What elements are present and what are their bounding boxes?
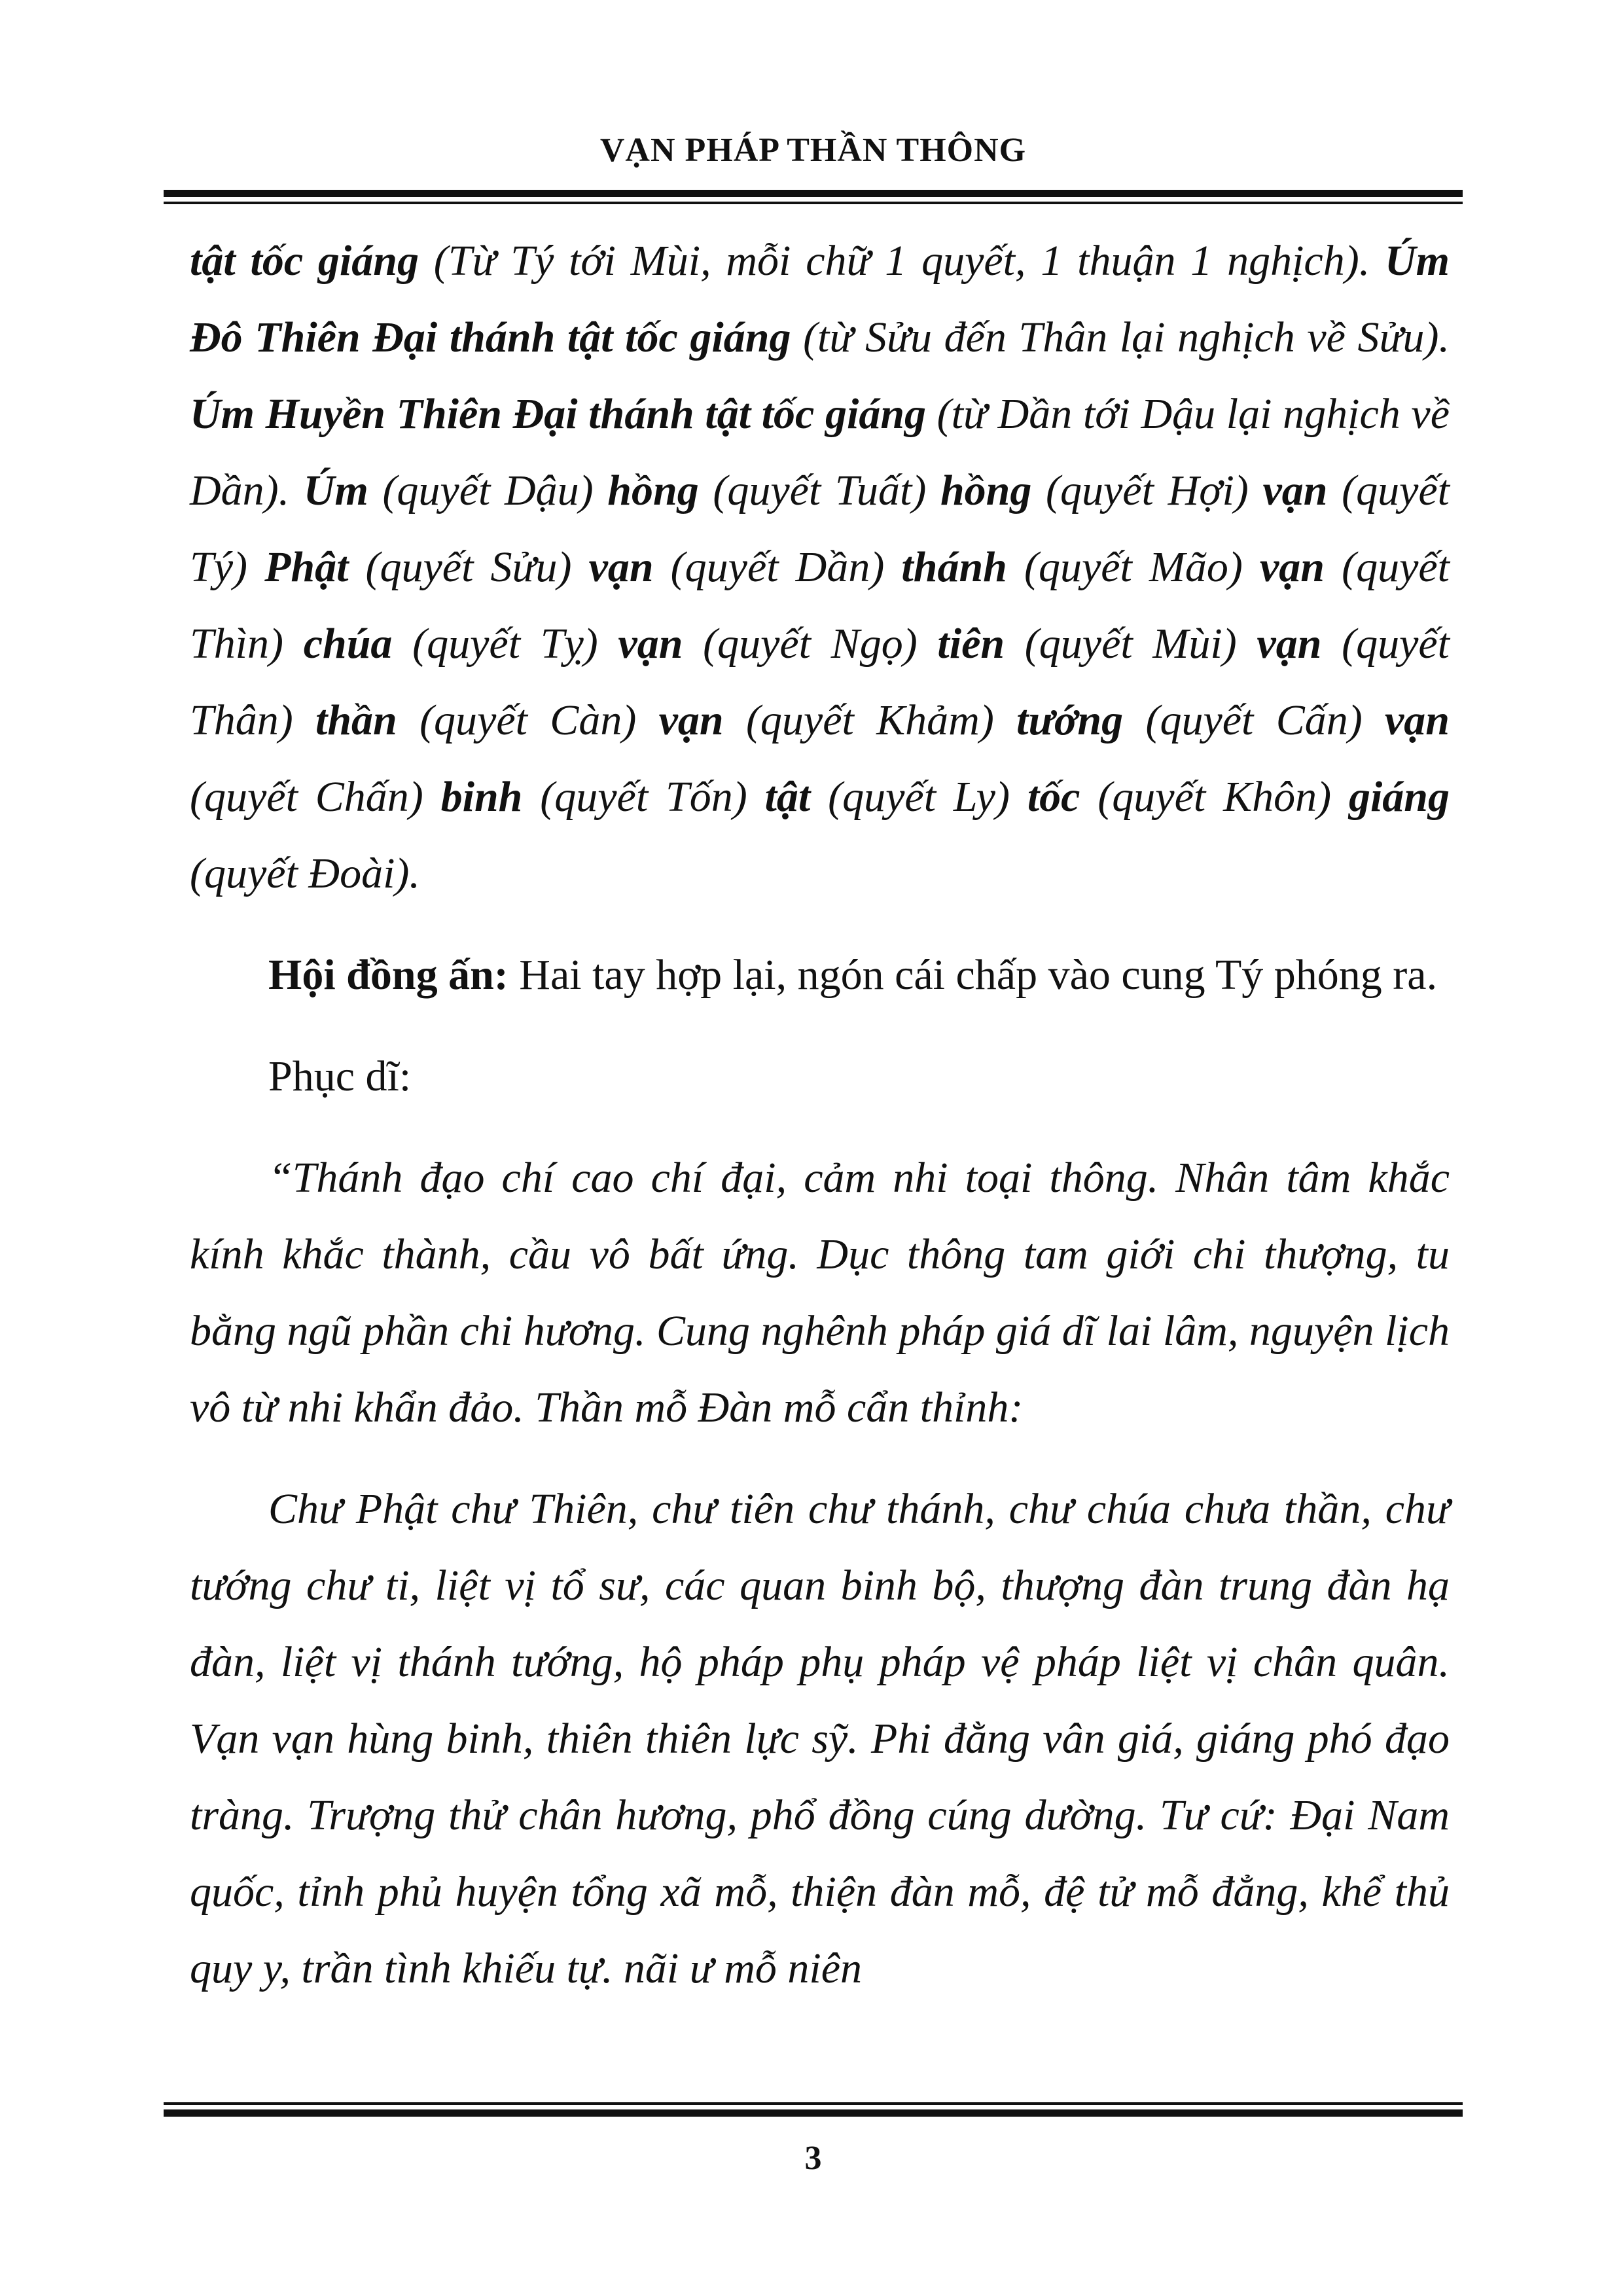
text-run: (quyết Hợi) (1031, 467, 1263, 514)
header-rule-thick (164, 190, 1463, 197)
header-rule-thin (164, 202, 1463, 204)
bold-word: tật (764, 773, 811, 821)
bold-word: vạn (1260, 543, 1325, 591)
bold-word: thần (315, 696, 397, 744)
text-run: (quyết Sửu) (348, 543, 589, 591)
text-run: (quyết Tuất) (698, 467, 940, 514)
text-run: (quyết Dần) (653, 543, 902, 591)
bold-word: tướng (1016, 696, 1124, 744)
paragraph-prayer-invitation: Chư Phật chư Thiên, chư tiên chư thánh, chư chúa chưa thần, chư tướng chư ti, liệt vị tổ sư, các quan binh bộ, thượng đàn trung đàn hạ đàn, liệt vị thánh tướng, hộ pháp phụ pháp vệ pháp liệt vị chân quân. Vạn vạn hùng binh, thiên thiên lực sỹ. Phi đằng vân giá, giáng phó đạo tràng. Trượng thử chân hương, phổ đồng cúng dường. Tư cứ: Đại Nam quốc, tỉnh phủ huyện tổng xã mỗ, thiện đàn mỗ, đệ tử mỗ đẳng, khể thủ quy y, trần tình khiếu tự. nãi ư mỗ niên (190, 1485, 1450, 1992)
bold-word: hồng (607, 467, 699, 514)
bold-word: binh (440, 773, 523, 821)
bold-word: giáng (1348, 773, 1450, 821)
footer-rule-thick (164, 2109, 1463, 2117)
text-run: (quyết Ngọ) (683, 620, 938, 668)
paragraph-hoi-dong-an (190, 937, 1450, 1013)
paragraph-phuc-di: Phục dĩ: (268, 1052, 412, 1100)
bold-word: tốc (1027, 773, 1080, 821)
text-run: (quyết Đoài). (190, 850, 420, 897)
paragraph-prayer-opening: “Thánh đạo chí cao chí đại, cảm nhi toại thông. Nhân tâm khắc kính khắc thành, cầu vô bất ứng. Dục thông tam giới chi thượng, tu bằng ngũ phần chi hương. Cung nghênh pháp giá dĩ lai lâm, nguyện lịch vô từ nhi khẩn đảo. Thần mỗ Đàn mỗ cẩn thỉnh: (190, 1154, 1450, 1431)
bold-word: vạn (1262, 467, 1328, 514)
bold-phrase: tật tốc giáng (190, 237, 419, 285)
bold-word: hồng (940, 467, 1032, 514)
text-run: (quyết Tý) (190, 467, 1450, 591)
text-run: (quyết Mão) (1007, 543, 1260, 591)
text-run: (quyết Chấn) (190, 773, 441, 821)
text-run: (quyết Tỵ) (392, 620, 618, 668)
bold-phrase: Úm Huyền Thiên Đại thánh tật tốc giáng (190, 390, 927, 438)
running-header-title: VẠN PHÁP THẦN THÔNG (599, 132, 1027, 169)
bold-word: chúa (303, 620, 393, 668)
text-run: (từ Sửu đến Thân lại nghịch về Sửu). (791, 314, 1450, 361)
section-label: Hội đồng ấn: (268, 951, 508, 999)
bold-word: Úm (303, 467, 368, 514)
bold-word: vạn (1257, 620, 1322, 668)
text-run: (quyết Dậu) (368, 467, 608, 514)
text-run: (quyết Thìn) (190, 543, 1450, 668)
text-run: (Từ Tý tới Mùi, mỗi chữ 1 quyết, 1 thuận 1 nghịch). (418, 237, 1385, 285)
text-run: (quyết Cấn) (1123, 696, 1385, 744)
footer-rule-thin (164, 2102, 1463, 2105)
text-run: (quyết Càn) (397, 696, 659, 744)
bold-word: Phật (264, 543, 349, 591)
text-run: (quyết Khảm) (723, 696, 1017, 744)
body-text (190, 223, 1450, 2007)
page-number: 3 (804, 2140, 822, 2177)
text-run: (quyết Ly) (810, 773, 1027, 821)
text-run: (quyết Mùi) (1005, 620, 1257, 668)
bold-word: thánh (901, 543, 1007, 591)
text-run: (quyết Tốn) (522, 773, 765, 821)
text-run: (từ Dần tới Dậu lại nghịch về Dần). (190, 390, 1450, 514)
bold-word: vạn (658, 696, 724, 744)
text-run: Hai tay hợp lại, ngón cái chấp vào cung Tý phóng ra. (508, 951, 1438, 999)
text-run: (quyết Thân) (190, 620, 1450, 744)
bold-phrase: Úm Đô Thiên Đại thánh tật tốc giáng (190, 237, 1450, 361)
bold-word: tiên (937, 620, 1005, 668)
bold-word: vạn (588, 543, 654, 591)
bold-word: vạn (1385, 696, 1450, 744)
paragraph-invocation (190, 223, 1450, 912)
text-run: (quyết Khôn) (1080, 773, 1349, 821)
bold-word: vạn (618, 620, 683, 668)
